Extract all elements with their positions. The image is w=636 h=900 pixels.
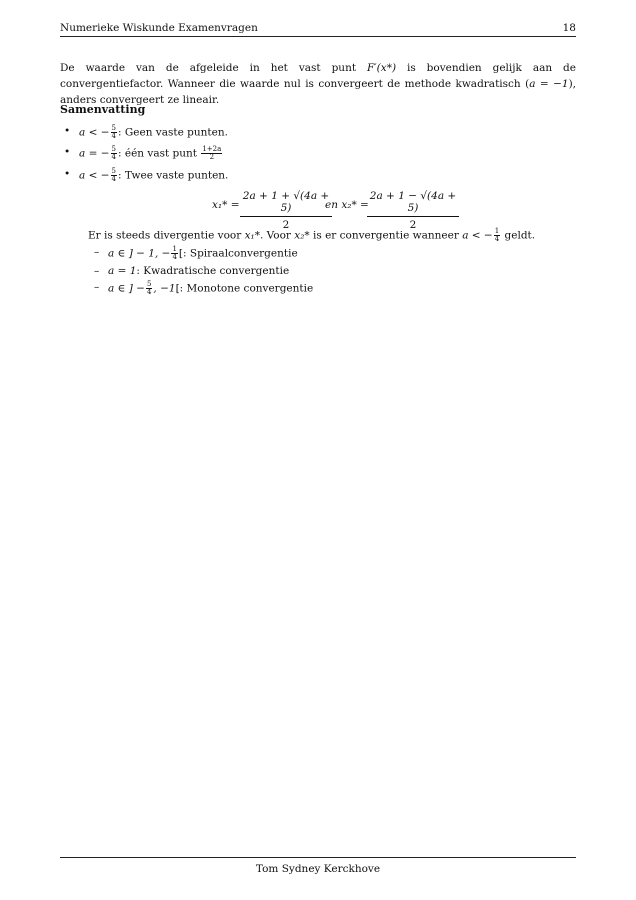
fraction (111, 146, 117, 161)
page-number: 18 (562, 22, 576, 34)
formula-numerator: 2a + 1 − √(4a + 5) (367, 190, 459, 217)
fraction (494, 228, 500, 243)
fraction-denominator: 4 (111, 175, 116, 183)
fraction-numerator: 1 (172, 245, 177, 253)
fraction (111, 125, 117, 140)
header-title: Numerieke Wiskunde Examenvragen (60, 22, 258, 34)
bullet-icon: • (64, 125, 71, 137)
fraction-denominator: 2 (209, 153, 215, 161)
intro-text: is bovendien gelijk aan de convergentiefactor. Wanneer die waarde nul is convergeert de methode kwadratisch ( (60, 62, 576, 90)
fraction-numerator: 5 (111, 167, 116, 175)
fraction-denominator: 4 (172, 253, 177, 261)
case-math: , −1 (153, 282, 176, 295)
sentence-text: geldt. (501, 229, 536, 242)
fraction-denominator: 4 (111, 132, 116, 140)
intro-math: a = −1 (529, 78, 569, 90)
sentence-math: a < − (462, 229, 493, 242)
case-text: : Kwadratische convergentie (136, 265, 290, 277)
case-math: a ∈ ] − 1, − (108, 247, 171, 260)
formula-fraction-1 (240, 190, 332, 231)
sentence-math: x₂* (294, 229, 310, 242)
bullet-icon: • (64, 168, 71, 180)
formula-numerator: 2a + 1 + √(4a + 5) (240, 190, 332, 217)
sentence-text: . Voor (259, 229, 295, 242)
sentence-text: Er is steeds divergentie voor (88, 229, 245, 242)
bullet-text: : Twee vaste punten. (118, 169, 229, 182)
bullet-math: a = − (79, 147, 110, 160)
formula-denominator: 2 (409, 219, 417, 231)
fraction-denominator: 4 (146, 288, 152, 296)
intro-paragraph (60, 60, 576, 108)
footer-author: Tom Sydney Kerckhove (255, 863, 381, 875)
fraction (171, 246, 177, 261)
page-header (60, 22, 576, 37)
fraction-numerator: 1 (494, 227, 500, 235)
formula-fraction-2 (367, 190, 459, 231)
fraction (146, 281, 152, 296)
case-math: a = 1 (108, 265, 137, 277)
sentence-text: is er convergentie wanneer (309, 229, 463, 242)
dash-marker: – (94, 265, 100, 277)
intro-math: F′(x*) (367, 62, 397, 74)
footer-divider (60, 857, 576, 858)
fraction-denominator: 4 (494, 235, 500, 243)
formula-lhs: x₁* = (212, 199, 240, 211)
fixed-points-formula (212, 190, 462, 231)
bullet-math: a < − (79, 126, 110, 139)
bullet-text: : één vast punt (118, 147, 201, 160)
fraction-numerator: 5 (111, 145, 116, 153)
formula-denominator: 2 (282, 219, 290, 231)
formula-connector: en x₂* = (325, 199, 369, 211)
fraction (201, 146, 222, 161)
bullet-math: a < − (79, 169, 110, 182)
bullet-text: : Geen vaste punten. (118, 126, 228, 139)
dash-marker: – (94, 281, 100, 293)
divergence-sentence (88, 228, 535, 243)
case-math: a ∈ ] − (108, 282, 145, 295)
case-text: [: Monotone convergentie (175, 282, 314, 295)
dash-marker: – (94, 246, 100, 258)
fraction-denominator: 4 (111, 153, 116, 161)
fraction-numerator: 5 (146, 280, 152, 288)
fraction-numerator: 1+2a (202, 145, 222, 153)
intro-text: ), anders convergeert ze lineair. (60, 78, 576, 106)
fraction-numerator: 5 (111, 124, 116, 132)
bullet-icon: • (64, 146, 71, 158)
case-text: [: Spiraalconvergentie (178, 247, 298, 260)
section-title: Samenvatting (60, 103, 146, 116)
fraction (111, 168, 117, 183)
sentence-math: x₁* (244, 229, 260, 242)
intro-text: De waarde van de afgeleide in het vast punt (60, 62, 367, 74)
